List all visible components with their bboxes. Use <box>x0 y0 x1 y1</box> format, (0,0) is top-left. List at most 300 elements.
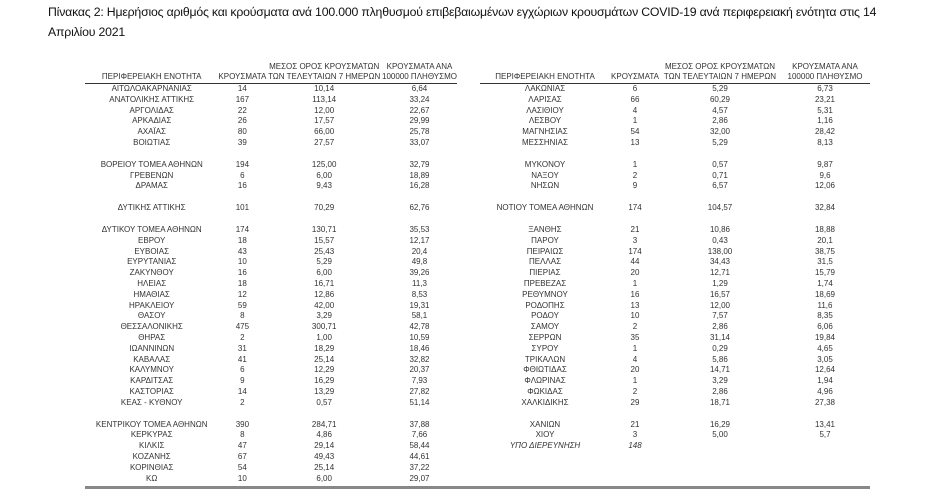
cases: 174 <box>628 203 642 213</box>
seven-day-mean: 70,29 <box>314 203 335 213</box>
cases-per-100k: 32,82 <box>409 354 430 364</box>
region-name: ΗΜΑΘΙΑΣ <box>133 289 170 299</box>
seven-day-mean: 5,29 <box>712 137 728 147</box>
table-row <box>85 95 457 106</box>
region-name: ΠΕΙΡΑΙΩΣ <box>526 246 564 256</box>
cases: 194 <box>235 159 250 169</box>
cases-per-100k: 27,82 <box>409 386 430 396</box>
cases: 18 <box>237 235 247 245</box>
cases: 20 <box>630 268 640 278</box>
cases: 26 <box>237 116 247 126</box>
region-name: ΓΡΕΒΕΝΩΝ <box>130 170 174 180</box>
seven-day-mean: 0,57 <box>712 159 728 169</box>
cases-per-100k: 16,28 <box>409 181 430 191</box>
table-row <box>480 365 870 376</box>
region-name: ΜΕΣΣΗΝΙΑΣ <box>522 137 568 147</box>
seven-day-mean: 5,29 <box>712 84 728 93</box>
seven-day-mean: 12,29 <box>314 365 335 375</box>
region-name: ΚΕΝΤΡΙΚΟΥ ΤΟΜΕΑ ΑΘΗΝΩΝ <box>95 419 208 429</box>
spacer-cell <box>85 409 457 420</box>
table-row <box>480 398 870 409</box>
region-name: ΜΥΚΟΝΟΥ <box>524 159 566 169</box>
table-row <box>85 441 457 452</box>
seven-day-mean: 5,00 <box>712 430 728 440</box>
seven-day-mean: 5,86 <box>712 354 728 364</box>
seven-day-mean: 6,00 <box>316 473 332 483</box>
cases: 2 <box>632 386 638 396</box>
cases-per-100k: 7,66 <box>411 430 428 440</box>
table-row <box>480 279 870 290</box>
region-name: ΘΑΣΟΥ <box>137 311 166 321</box>
cases-per-100k: 19,84 <box>814 332 836 342</box>
cases-per-100k: 20,4 <box>411 246 428 256</box>
region-name: ΠΙΕΡΙΑΣ <box>529 268 561 278</box>
table-row <box>85 127 457 138</box>
cases: 101 <box>235 203 250 213</box>
region-name: ΚΑΡΔΙΤΣΑΣ <box>130 376 174 386</box>
seven-day-mean: 12,00 <box>314 105 335 115</box>
region-name: ΝΗΣΩΝ <box>530 181 560 191</box>
cases-per-100k: 3,05 <box>817 354 833 364</box>
table-row <box>480 106 870 117</box>
table-row <box>85 420 457 431</box>
table-row <box>85 236 457 247</box>
cases: 29 <box>630 397 640 407</box>
cases-per-100k: 18,89 <box>409 170 430 180</box>
region-name: ΚΩ <box>146 473 158 483</box>
table-row <box>85 387 457 398</box>
region-name: ΚΕΑΣ - ΚΥΘΝΟΥ <box>120 397 183 407</box>
spacer-cell <box>85 214 457 225</box>
cases-per-100k <box>780 441 870 452</box>
spacer-cell <box>480 409 870 420</box>
seven-day-mean: 31,14 <box>709 332 731 342</box>
table-row <box>85 301 457 312</box>
cases-per-100k: 35,53 <box>409 224 430 234</box>
region-name: ΠΕΛΛΑΣ <box>528 257 562 267</box>
cases-per-100k: 22,67 <box>409 105 430 115</box>
cases-per-100k: 8,35 <box>817 311 833 321</box>
spacer-row <box>85 149 457 160</box>
seven-day-mean: 300,71 <box>311 322 337 332</box>
cases: 66 <box>630 94 640 104</box>
table-row <box>85 398 457 409</box>
cases-per-100k: 27,38 <box>814 397 836 407</box>
header-per-100k: ΚΡΟΥΣΜΑΤΑ ΑΝΑ 100000 ΠΛΗΘΥΣΜΟ <box>780 62 870 84</box>
cases: 6 <box>632 84 638 93</box>
cases: 67 <box>237 451 247 461</box>
region-name: ΛΑΡΙΣΑΣ <box>528 94 562 104</box>
cases: 13 <box>630 137 640 147</box>
region-name: ΛΕΣΒΟΥ <box>528 116 562 126</box>
region-name: ΠΡΕΒΕΖΑΣ <box>523 278 567 288</box>
cases-per-100k: 33,24 <box>409 94 430 104</box>
table-row <box>480 171 870 182</box>
table-row <box>480 116 870 127</box>
spacer-row <box>480 192 870 203</box>
seven-day-mean: 12,00 <box>709 300 731 310</box>
cases-per-100k: 25,78 <box>409 127 430 137</box>
region-name: ΗΡΑΚΛΕΙΟΥ <box>129 300 175 310</box>
region-name: ΒΟΙΩΤΙΑΣ <box>133 137 171 147</box>
region-name: ΛΑΚΩΝΙΑΣ <box>524 84 566 93</box>
cases-per-100k: 6,06 <box>817 322 833 332</box>
seven-day-mean: 7,57 <box>712 311 728 321</box>
table-row <box>85 333 457 344</box>
region-name: ΜΑΓΝΗΣΙΑΣ <box>522 127 568 137</box>
seven-day-mean: 34,43 <box>709 257 731 267</box>
cases-per-100k: 32,79 <box>409 159 430 169</box>
seven-day-mean: 4,57 <box>712 105 728 115</box>
cases: 20 <box>630 365 640 375</box>
seven-day-mean: 25,14 <box>314 462 335 472</box>
cases-per-100k: 62,76 <box>409 203 430 213</box>
cases: 9 <box>240 376 245 386</box>
spacer-row <box>480 409 870 420</box>
cases: 174 <box>235 224 250 234</box>
seven-day-mean: 32,00 <box>709 127 731 137</box>
region-name: ΑΙΤΩΛΟΑΚΑΡΝΑΝΙΑΣ <box>111 84 192 93</box>
seven-day-mean: 10,14 <box>314 84 335 93</box>
cases-per-100k: 11,3 <box>411 278 427 288</box>
seven-day-mean: 16,57 <box>709 289 731 299</box>
region-name: ΝΟΤΙΟΥ ΤΟΜΕΑ ΑΘΗΝΩΝ <box>496 203 594 213</box>
region-name: ΗΛΕΙΑΣ <box>137 278 167 288</box>
cases: 6 <box>240 170 245 180</box>
header-per-100k: ΚΡΟΥΣΜΑΤΑ ΑΝΑ 100000 ΠΛΗΘΥΣΜΟ <box>382 62 457 84</box>
region-name: ΑΝΑΤΟΛΙΚΗΣ ΑΤΤΙΚΗΣ <box>109 94 195 104</box>
region-name: ΝΑΞΟΥ <box>531 170 559 180</box>
cases: 43 <box>237 246 247 256</box>
cases-per-100k: 7,93 <box>411 376 428 386</box>
cases-per-100k: 49,8 <box>411 257 428 267</box>
region-name: ΣΕΡΡΩΝ <box>528 332 562 342</box>
cases: 22 <box>237 105 247 115</box>
table-row <box>480 430 870 441</box>
seven-day-mean: 17,57 <box>314 116 335 126</box>
seven-day-mean: 0,57 <box>316 397 332 407</box>
table-row <box>480 301 870 312</box>
cases-per-100k: 19,31 <box>409 300 430 310</box>
cases-per-100k: 39,26 <box>409 268 430 278</box>
seven-day-mean: 15,57 <box>314 235 335 245</box>
region-name: ΒΟΡΕΙΟΥ ΤΟΜΕΑ ΑΘΗΝΩΝ <box>100 159 203 169</box>
seven-day-mean: 0,71 <box>712 170 728 180</box>
cases-per-100k: 29,99 <box>409 116 430 126</box>
spacer-row <box>480 149 870 160</box>
region-name: ΕΒΡΟΥ <box>138 235 166 245</box>
cases: 47 <box>237 441 247 451</box>
cases: 3 <box>632 430 638 440</box>
table-header-row <box>85 62 457 84</box>
spacer-cell <box>480 214 870 225</box>
table-row <box>480 95 870 106</box>
cases: 21 <box>630 224 640 234</box>
seven-day-mean: 25,43 <box>314 246 335 256</box>
spacer-row <box>85 214 457 225</box>
seven-day-mean: 104,57 <box>707 203 733 213</box>
cases-per-100k: 1,94 <box>817 376 833 386</box>
region-name: ΤΡΙΚΑΛΩΝ <box>524 354 566 364</box>
table-row <box>85 311 457 322</box>
cases: 4 <box>632 354 638 364</box>
region-name: ΡΟΔΟΠΗΣ <box>525 300 565 310</box>
region-name: ΚΟΖΑΝΗΣ <box>132 451 171 461</box>
seven-day-mean: 16,71 <box>314 278 335 288</box>
cases-per-100k: 23,21 <box>814 94 836 104</box>
cases: 14 <box>237 386 247 396</box>
table-row <box>85 376 457 387</box>
table-row <box>85 279 457 290</box>
seven-day-mean: 1,00 <box>316 332 332 342</box>
seven-day-mean: 18,71 <box>709 397 731 407</box>
cases-per-100k: 1,16 <box>817 116 833 126</box>
table-row <box>480 420 870 431</box>
seven-day-mean: 6,00 <box>316 170 332 180</box>
spacer-row <box>480 214 870 225</box>
region-name: ΙΩΑΝΝΙΝΩΝ <box>129 343 175 353</box>
table-row <box>480 441 870 452</box>
region-name: ΕΥΡΥΤΑΝΙΑΣ <box>127 257 177 267</box>
cases-per-100k: 4,65 <box>817 343 833 353</box>
table-row <box>480 376 870 387</box>
seven-day-mean: 12,71 <box>709 268 731 278</box>
seven-day-mean <box>660 441 780 452</box>
cases-per-100k: 29,07 <box>409 473 430 483</box>
table-row <box>85 247 457 258</box>
cases: 10 <box>630 311 640 321</box>
table-row <box>480 236 870 247</box>
seven-day-mean: 16,29 <box>314 376 335 386</box>
table-row <box>85 355 457 366</box>
cases: 59 <box>237 300 247 310</box>
cases: 10 <box>237 473 247 483</box>
seven-day-mean: 49,43 <box>314 451 335 461</box>
region-name: ΕΥΒΟΙΑΣ <box>134 246 170 256</box>
spacer-row <box>85 409 457 420</box>
region-name: ΡΕΘΥΜΝΟΥ <box>522 289 568 299</box>
region-name: ΘΕΣΣΑΛΟΝΙΚΗΣ <box>120 322 183 332</box>
seven-day-mean: 12,86 <box>314 289 335 299</box>
seven-day-mean: 3,29 <box>712 376 728 386</box>
cases-per-100k: 15,79 <box>814 268 836 278</box>
region-name: ΧΙΟΥ <box>535 430 555 440</box>
region-name: ΣΑΜΟΥ <box>530 322 560 332</box>
seven-day-mean: 0,29 <box>712 343 728 353</box>
table-row <box>480 203 870 214</box>
region-name: ΘΗΡΑΣ <box>138 332 166 342</box>
table-row <box>85 322 457 333</box>
table-row <box>85 203 457 214</box>
cases: 1 <box>632 159 638 169</box>
cases: 2 <box>240 332 245 342</box>
cases: 8 <box>240 311 245 321</box>
table-row <box>480 160 870 171</box>
region-name: ΔΥΤΙΚΗΣ ΑΤΤΙΚΗΣ <box>117 203 186 213</box>
cases-per-100k: 18,46 <box>409 343 430 353</box>
cases: 16 <box>237 181 247 191</box>
region-name: ΥΠΟ ΔΙΕΡΕΥΝΗΣΗ <box>509 441 581 451</box>
region-name: ΦΘΙΩΤΙΔΑΣ <box>523 365 567 375</box>
cases: 390 <box>235 419 250 429</box>
region-name: ΑΡΓΟΛΙΔΑΣ <box>129 105 174 115</box>
cases: 41 <box>237 354 247 364</box>
seven-day-mean: 6,00 <box>316 268 332 278</box>
region-name: ΔΥΤΙΚΟΥ ΤΟΜΕΑ ΑΘΗΝΩΝ <box>101 224 202 234</box>
table-row <box>85 84 457 95</box>
cases: 54 <box>237 462 247 472</box>
table-row <box>480 355 870 366</box>
header-region: ΠΕΡΙΦΕΡΕΙΑΚΗ ΕΝΟΤΗΤΑ <box>480 62 610 84</box>
cases: 18 <box>237 278 247 288</box>
seven-day-mean: 130,71 <box>311 224 337 234</box>
table-row <box>85 225 457 236</box>
region-name: ΚΟΡΙΝΘΙΑΣ <box>130 462 174 472</box>
cases: 10 <box>237 257 247 267</box>
spacer-cell <box>480 192 870 203</box>
table-row <box>480 344 870 355</box>
cases: 16 <box>237 268 247 278</box>
region-name: ΦΩΚΙΔΑΣ <box>527 386 563 396</box>
region-name: ΞΑΝΘΗΣ <box>528 224 562 234</box>
cases-per-100k: 12,64 <box>814 365 836 375</box>
cases: 1 <box>632 116 638 126</box>
table-row <box>480 290 870 301</box>
cases-per-100k: 13,41 <box>814 419 836 429</box>
region-name: ΚΑΒΑΛΑΣ <box>133 354 171 364</box>
cases-per-100k: 28,42 <box>814 127 836 137</box>
cases: 2 <box>632 170 638 180</box>
table-row <box>480 225 870 236</box>
cases: 1 <box>632 376 638 386</box>
header-7day-mean: ΜΕΣΟΣ ΟΡΟΣ ΚΡΟΥΣΜΑΤΩΝ ΤΩΝ ΤΕΛΕΥΤΑΙΩΝ 7 ΗΜΕΡΩΝ <box>266 62 382 84</box>
cases: 13 <box>630 300 640 310</box>
cases: 1 <box>632 278 638 288</box>
table-row <box>85 116 457 127</box>
cases: 44 <box>630 257 640 267</box>
table-bottom-rule <box>85 486 870 489</box>
region-name: ΠΑΡΟΥ <box>531 235 559 245</box>
seven-day-mean: 9,43 <box>316 181 332 191</box>
seven-day-mean: 0,43 <box>712 235 728 245</box>
seven-day-mean: 3,29 <box>316 311 332 321</box>
seven-day-mean: 2,86 <box>712 116 728 126</box>
seven-day-mean: 10,86 <box>709 224 731 234</box>
cases-per-100k: 31,5 <box>817 257 833 267</box>
table-row <box>85 463 457 474</box>
region-name: ΚΑΛΥΜΝΟΥ <box>129 365 174 375</box>
cases-per-100k: 37,88 <box>409 419 430 429</box>
cases: 174 <box>628 246 642 256</box>
cases-per-100k: 5,31 <box>817 105 833 115</box>
region-name: ΦΛΩΡΙΝΑΣ <box>524 376 566 386</box>
region-name: ΔΡΑΜΑΣ <box>135 181 168 191</box>
table-row <box>85 257 457 268</box>
cases-per-100k: 8,13 <box>817 137 833 147</box>
region-name: ΧΑΛΚΙΔΙΚΗΣ <box>521 397 569 407</box>
spacer-cell <box>480 149 870 160</box>
region-name: ΖΑΚΥΝΘΟΥ <box>129 268 174 278</box>
table-row <box>85 106 457 117</box>
cases: 12 <box>237 289 247 299</box>
table-row <box>85 474 457 485</box>
table-caption: Πίνακας 2: Ημερήσιος αριθμός και κρούσματα ανά 100.000 πληθυσμού επιβεβαιωμένων εγχώριων κρουσμάτων COVID-19 ανά περιφερειακή ενότητα στις 14 Απριλίου 2021 <box>48 5 877 39</box>
cases: 80 <box>237 127 247 137</box>
region-name: ΚΕΡΚΥΡΑΣ <box>130 430 173 440</box>
seven-day-mean: 113,14 <box>312 94 337 104</box>
cases: 4 <box>632 105 638 115</box>
table-row <box>85 452 457 463</box>
cases: 54 <box>630 127 640 137</box>
table-row <box>480 181 870 192</box>
table-row <box>480 247 870 258</box>
cases-per-100k: 12,17 <box>409 235 430 245</box>
cases: 21 <box>630 419 640 429</box>
header-cases: ΚΡΟΥΣΜΑΤΑ <box>610 62 660 84</box>
cases-per-100k: 1,74 <box>817 278 833 288</box>
table-row <box>85 268 457 279</box>
cases-per-100k: 10,59 <box>409 332 430 342</box>
table-row <box>480 257 870 268</box>
region-name: ΣΥΡΟΥ <box>531 343 559 353</box>
cases-per-100k: 58,1 <box>411 311 428 321</box>
seven-day-mean: 29,14 <box>314 441 335 451</box>
cases-per-100k: 38,75 <box>814 246 836 256</box>
cases-per-100k: 9,6 <box>819 170 831 180</box>
seven-day-mean: 14,71 <box>709 365 731 375</box>
table-row <box>480 268 870 279</box>
table-row <box>480 387 870 398</box>
cases-per-100k: 18,69 <box>814 289 836 299</box>
regional-cases-table-left <box>85 62 457 484</box>
table-row <box>85 181 457 192</box>
seven-day-mean: 18,29 <box>314 343 335 353</box>
cases: 8 <box>240 430 245 440</box>
cases: 1 <box>632 343 638 353</box>
cases-per-100k: 5,7 <box>819 430 831 440</box>
header-cases: ΚΡΟΥΣΜΑΤΑ <box>218 62 266 84</box>
seven-day-mean: 5,29 <box>316 257 332 267</box>
seven-day-mean: 284,71 <box>311 419 337 429</box>
cases-per-100k: 12,06 <box>814 181 836 191</box>
cases: 3 <box>632 235 638 245</box>
cases-per-100k: 4,96 <box>817 386 833 396</box>
seven-day-mean: 1,29 <box>712 278 728 288</box>
cases-per-100k: 9,87 <box>817 159 833 169</box>
seven-day-mean: 13,29 <box>314 386 335 396</box>
region-name: ΚΙΛΚΙΣ <box>139 441 165 451</box>
region-name: ΑΧΑΪΑΣ <box>137 127 166 137</box>
cases: 9 <box>632 181 638 191</box>
seven-day-mean: 66,00 <box>314 127 335 137</box>
cases-per-100k: 6,73 <box>817 84 833 93</box>
cases: 35 <box>630 332 640 342</box>
seven-day-mean: 16,29 <box>709 419 731 429</box>
table-row <box>480 84 870 95</box>
seven-day-mean: 2,86 <box>712 386 728 396</box>
seven-day-mean: 60,29 <box>709 94 731 104</box>
table-header-row <box>480 62 870 84</box>
seven-day-mean: 125,00 <box>311 159 337 169</box>
region-name: ΚΑΣΤΟΡΙΑΣ <box>129 386 174 396</box>
cases: 14 <box>237 84 247 93</box>
table-row <box>85 344 457 355</box>
cases: 167 <box>235 94 250 104</box>
cases-per-100k: 8,53 <box>411 289 428 299</box>
seven-day-mean: 25,14 <box>314 354 335 364</box>
spacer-cell <box>85 192 457 203</box>
region-name: ΑΡΚΑΔΙΑΣ <box>132 116 172 126</box>
